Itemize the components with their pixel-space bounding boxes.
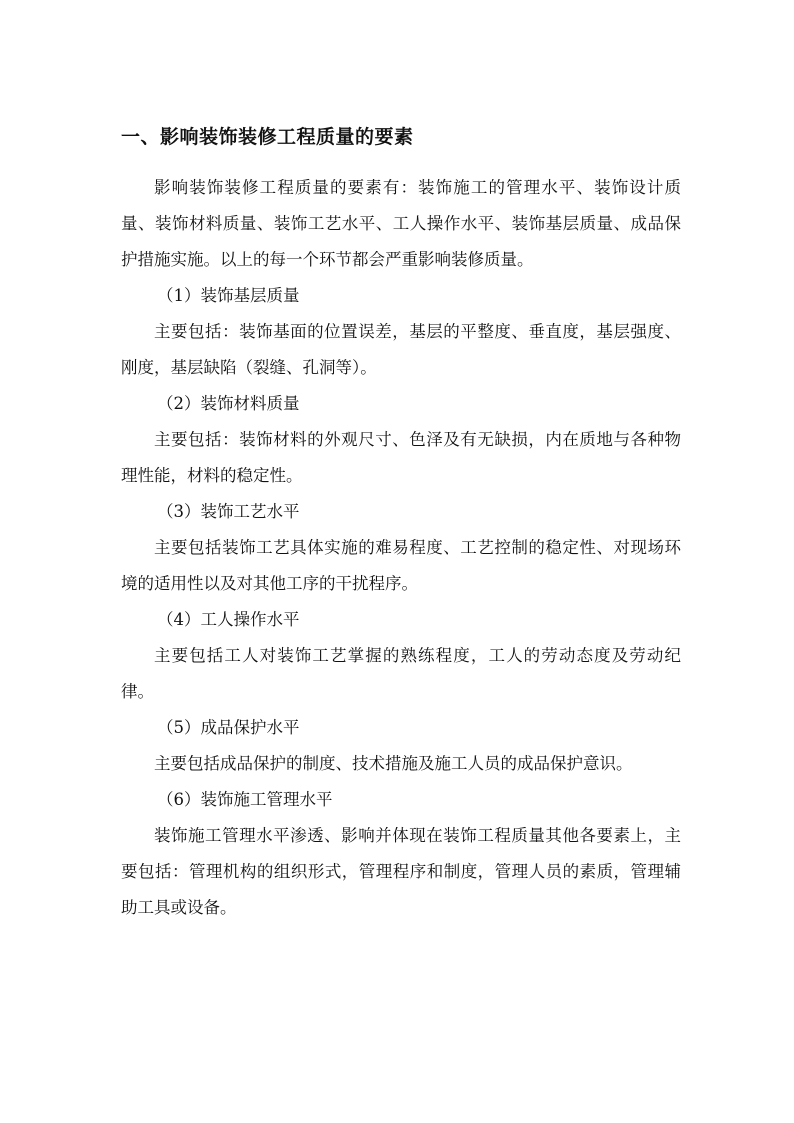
section-heading-6: （6）装饰施工管理水平 — [157, 790, 333, 809]
document-body — [121, 170, 681, 926]
section-heading-4: （4）工人操作水平 — [157, 610, 300, 629]
section-heading-2: （2）装饰材料质量 — [157, 394, 300, 413]
section-body-2: 主要包括：装饰材料的外观尺寸、色泽及有无缺损，内在质地与各种物理性能，材料的稳定性。 — [121, 430, 681, 485]
section-body-4: 主要包括工人对装饰工艺掌握的熟练程度，工人的劳动态度及劳动纪律。 — [121, 646, 681, 701]
section-body-6: 装饰施工管理水平渗透、影响并体现在装饰工程质量其他各要素上，主要包括：管理机构的组织形式，管理程序和制度，管理人员的素质，管理辅助工具或设备。 — [121, 826, 681, 917]
page-title: 一、影响装饰装修工程质量的要素 — [121, 126, 414, 148]
section-body-1: 主要包括：装饰基面的位置误差，基层的平整度、垂直度，基层强度、刚度，基层缺陷（裂缝、孔洞等）。 — [121, 322, 681, 377]
section-heading-3: （3）装饰工艺水平 — [157, 502, 300, 521]
section-heading-1: （1）装饰基层质量 — [157, 286, 300, 305]
section-body-5: 主要包括成品保护的制度、技术措施及施工人员的成品保护意识。 — [154, 754, 633, 773]
intro-paragraph: 影响装饰装修工程质量的要素有：装饰施工的管理水平、装饰设计质量、装饰材料质量、装饰工艺水平、工人操作水平、装饰基层质量、成品保护措施实施。以上的每一个环节都会严重影响装修质量。 — [121, 178, 681, 269]
section-heading-5: （5）成品保护水平 — [157, 718, 300, 737]
section-body-3: 主要包括装饰工艺具体实施的难易程度、工艺控制的稳定性、对现场环境的适用性以及对其他工序的干扰程序。 — [121, 538, 681, 593]
